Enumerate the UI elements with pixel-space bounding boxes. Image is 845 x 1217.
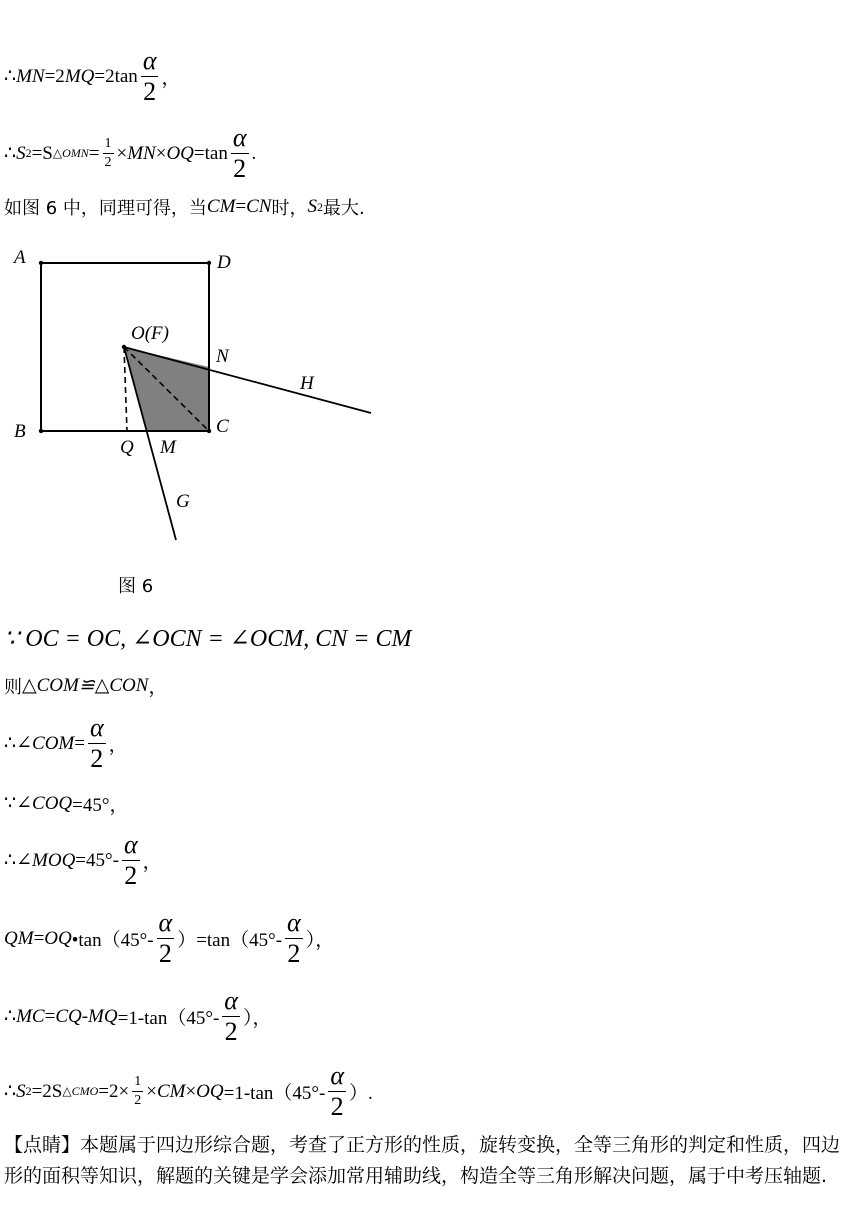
line-similarly: 如图 6 中，同理可得，当 CM = CN 时， S 2 最大.	[4, 196, 365, 219]
label-n: N	[216, 346, 229, 367]
figure-6-diagram	[0, 235, 400, 610]
label-h: H	[300, 373, 314, 394]
label-b: B	[14, 421, 26, 442]
line-s2-equals: ∴ S 2 =S △OMN = $\frac{1}{2}$ × MN × OQ =tan $\frac{\alpha}{2}$ .	[4, 123, 257, 183]
label-o-f: O(F)	[131, 323, 169, 344]
therefore-symbol: ∴	[4, 66, 17, 87]
line-mn-equals: ∴ MN =2 MQ =2tan $\frac{\alpha}{2}$ ，	[4, 46, 181, 106]
line-s2-final: ∴ S 2 =2S △CMO =2× $\frac{1}{2}$ × CM × OQ =1-tan（45°- $\frac{\alpha}{2}$ ）.	[4, 1061, 373, 1121]
fraction-one-half: $\frac{1}{2}$	[104, 136, 112, 170]
label-q: Q	[120, 437, 134, 458]
fraction-alpha-over-2: $\frac{\alpha}{2}$	[142, 46, 157, 106]
label-g: G	[176, 491, 190, 512]
line-angle-coq: ∵∠ COQ =45°，	[4, 792, 129, 816]
label-a: A	[14, 247, 26, 268]
label-m: M	[160, 437, 176, 458]
line-then-congruent: 则 △COM≌△CON ，	[4, 675, 168, 698]
line-angle-com: ∴∠ COM = $\frac{\alpha}{2}$ ，	[4, 713, 128, 773]
line-angle-moq: ∴∠ MOQ =45°- $\frac{\alpha}{2}$ ，	[4, 830, 162, 890]
line-because-congruent: ∵ OC = OC, ∠OCN = ∠OCM, CN = CM	[4, 626, 412, 652]
fraction-alpha-over-2: $\frac{\alpha}{2}$	[232, 123, 247, 183]
line-qm: QM = OQ •tan（45°- $\frac{\alpha}{2}$ ）=tan（45°- $\frac{\alpha}{2}$ ），	[4, 908, 335, 968]
label-c: C	[216, 416, 229, 437]
line-mc: ∴ MC = CQ - MQ =1-tan（45°- $\frac{\alpha}{2}$ ），	[4, 986, 272, 1046]
figure-caption: 图 6	[118, 576, 154, 597]
comment-paragraph: 【点睛】本题属于四边形综合题，考查了正方形的性质，旋转变换，全等三角形的判定和性质，四边形的面积等知识，解题的关键是学会添加常用辅助线，构造全等三角形解决问题，属于中考压轴题.	[4, 1134, 841, 1187]
label-d: D	[217, 252, 231, 273]
